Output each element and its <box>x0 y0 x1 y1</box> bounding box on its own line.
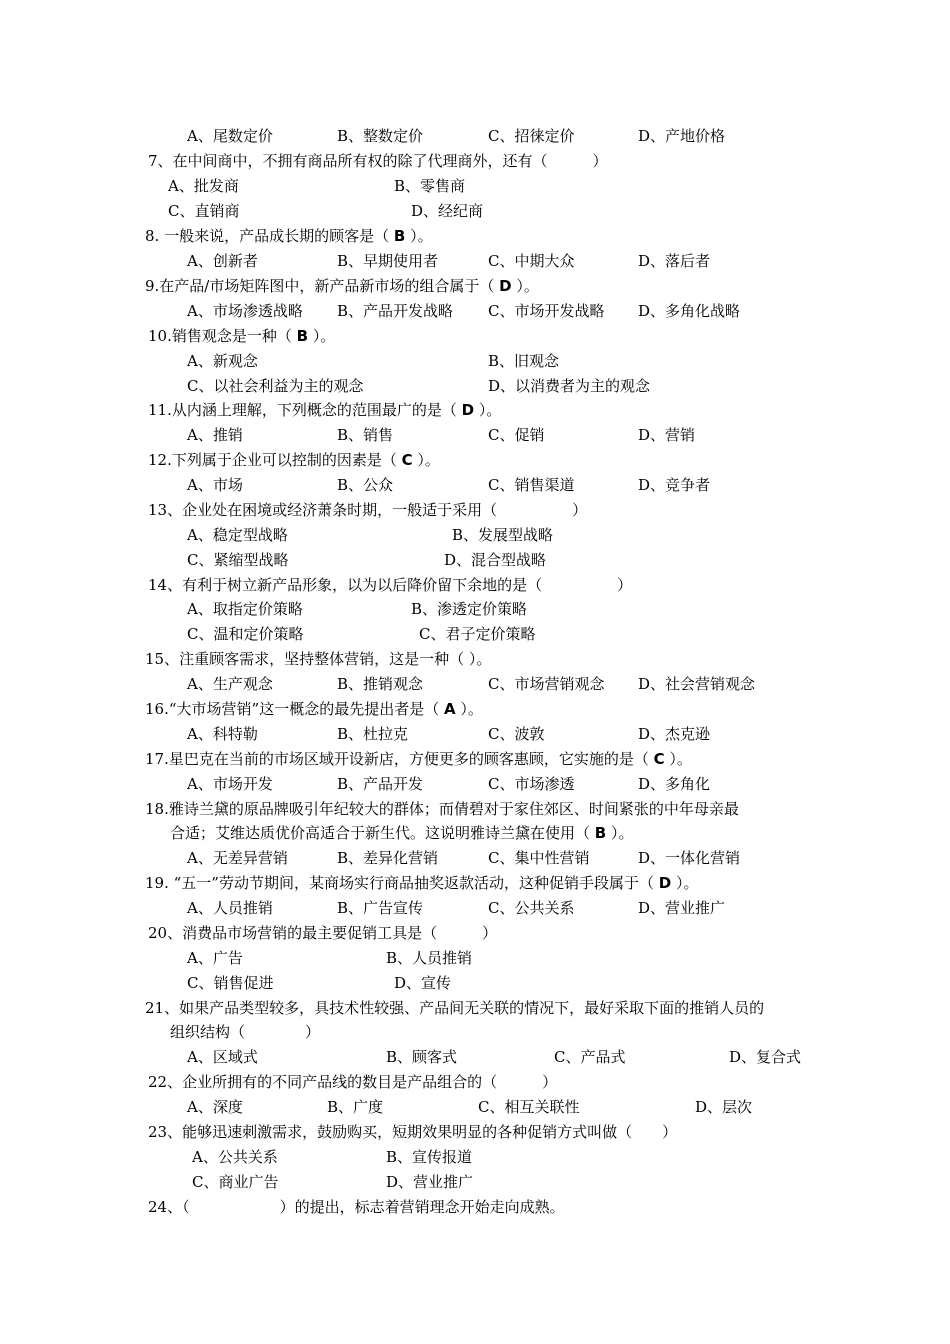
q17-answer: C <box>653 750 665 768</box>
q22-stem: 22、企业所拥有的不同产品线的数目是产品组合的（ ） <box>148 1073 558 1091</box>
q11-stem-end: ）。 <box>474 401 502 419</box>
q10-stem <box>148 324 335 349</box>
q17-stem <box>145 747 692 772</box>
q21-option-a: A、区域式 <box>187 1048 258 1066</box>
q8-stem <box>145 224 433 249</box>
q9-stem <box>145 274 539 299</box>
q11-option-d: D、营销 <box>638 426 696 444</box>
q14-option-c: C、温和定价策略 <box>187 625 304 643</box>
q18-stem-line2 <box>170 821 634 846</box>
q21-stem-line1: 21、如果产品类型较多，具技术性较强、产品间无关联的情况下，最好采取下面的推销人员的 <box>145 999 765 1017</box>
q22-option-c: C、相互关联性 <box>478 1098 580 1116</box>
q23-stem: 23、能够迅速刺激需求，鼓励购买，短期效果明显的各种促销方式叫做（ ） <box>148 1123 678 1141</box>
q15-option-d: D、社会营销观念 <box>638 675 756 693</box>
q22-option-a: A、深度 <box>187 1098 243 1116</box>
q15-option-a: A、生产观念 <box>187 675 273 693</box>
q8-option-a: A、创新者 <box>187 252 258 270</box>
q8-stem-end: ）。 <box>405 227 433 245</box>
q18-stem-line1: 18.雅诗兰黛的原品牌吸引年纪较大的群体；而倩碧对于家住郊区、时间紧张的中年母亲最 <box>145 800 739 818</box>
q21-option-c: C、产品式 <box>554 1048 626 1066</box>
q12-stem <box>148 448 440 473</box>
q19-stem-text: 19. “五一”劳动节期间，某商场实行商品抽奖返款活动，这种促销手段属于（ <box>145 874 659 892</box>
q19-option-d: D、营业推广 <box>638 899 726 917</box>
q17-option-b: B、产品开发 <box>337 775 424 793</box>
q8-option-b: B、早期使用者 <box>337 252 439 270</box>
q9-option-b: B、产品开发战略 <box>337 302 454 320</box>
q17-option-c: C、市场渗透 <box>488 775 575 793</box>
q8-option-d: D、落后者 <box>638 252 711 270</box>
q19-stem <box>145 871 698 896</box>
q18-option-a: A、无差异营销 <box>187 849 288 867</box>
q7-option-b: B、零售商 <box>394 177 466 195</box>
q8-stem-text: 8. 一般来说，产品成长期的顾客是（ <box>145 227 394 245</box>
q9-option-d: D、多角化战略 <box>638 302 741 320</box>
q22-option-d: D、层次 <box>695 1098 753 1116</box>
q9-stem-text: 9.在产品/市场矩阵图中，新产品新市场的组合属于（ <box>145 277 500 295</box>
q16-option-b: B、杜拉克 <box>337 725 409 743</box>
q13-option-c: C、紧缩型战略 <box>187 551 289 569</box>
q9-option-a: A、市场渗透战略 <box>187 302 303 320</box>
q20-stem: 20、消费品市场营销的最主要促销工具是（ ） <box>148 924 498 942</box>
q12-option-c: C、销售渠道 <box>488 476 575 494</box>
q23-option-d: D、营业推广 <box>386 1173 474 1191</box>
q10-stem-end: ）。 <box>308 327 336 345</box>
q21-stem-line2: 组织结构（ ） <box>170 1023 321 1041</box>
q11-option-b: B、销售 <box>337 426 394 444</box>
q14-option-b: B、渗透定价策略 <box>411 600 528 618</box>
q15-option-c: C、市场营销观念 <box>488 675 605 693</box>
q24-stem: 24、（ ）的提出，标志着营销理念开始走向成熟。 <box>148 1198 565 1216</box>
q11-stem-text: 11.从内涵上理解，下列概念的范围最广的是（ <box>148 401 462 419</box>
q14-option-a: A、取指定价策略 <box>187 600 303 618</box>
q6-option-b: B、整数定价 <box>337 127 424 145</box>
q17-option-d: D、多角化 <box>638 775 711 793</box>
q16-option-c: C、波敦 <box>488 725 545 743</box>
q11-option-a: A、推销 <box>187 426 243 444</box>
q12-stem-text: 12.下列属于企业可以控制的因素是（ <box>148 451 402 469</box>
q10-answer: B <box>296 327 309 345</box>
q19-stem-end: ）。 <box>671 874 699 892</box>
q19-option-a: A、人员推销 <box>187 899 273 917</box>
q13-option-b: B、发展型战略 <box>452 526 554 544</box>
q6-option-a: A、尾数定价 <box>187 127 273 145</box>
q10-stem-text: 10.销售观念是一种（ <box>148 327 297 345</box>
q11-option-c: C、促销 <box>488 426 545 444</box>
q10-option-d: D、以消费者为主的观念 <box>488 377 651 395</box>
q7-option-d: D、经纪商 <box>411 202 484 220</box>
q19-answer: D <box>658 874 672 892</box>
q12-stem-end: ）。 <box>412 451 440 469</box>
q17-stem-end: ）。 <box>664 750 692 768</box>
q18-option-c: C、集中性营销 <box>488 849 590 867</box>
q6-option-d: D、产地价格 <box>638 127 726 145</box>
q9-stem-end: ）。 <box>511 277 539 295</box>
q18-option-b: B、差异化营销 <box>337 849 439 867</box>
q19-option-b: B、广告宣传 <box>337 899 424 917</box>
q15-option-b: B、推销观念 <box>337 675 424 693</box>
q17-stem-text: 17.星巴克在当前的市场区域开设新店，方便更多的顾客惠顾，它实施的是（ <box>145 750 654 768</box>
q10-option-a: A、新观念 <box>187 352 258 370</box>
q8-answer: B <box>393 227 406 245</box>
q20-option-c: C、销售促进 <box>187 974 274 992</box>
q16-stem-end: ）。 <box>455 700 483 718</box>
q17-option-a: A、市场开发 <box>187 775 273 793</box>
q13-option-a: A、稳定型战略 <box>187 526 288 544</box>
q12-option-b: B、公众 <box>337 476 394 494</box>
q21-option-b: B、顾客式 <box>386 1048 458 1066</box>
q16-stem-text: 16.“大市场营销”这一概念的最先提出者是（ <box>145 700 444 718</box>
q12-option-d: D、竞争者 <box>638 476 711 494</box>
q18-answer: B <box>594 824 607 842</box>
q7-option-a: A、批发商 <box>168 177 239 195</box>
q13-stem: 13、企业处在困境或经济萧条时期，一般适于采用（ ） <box>148 501 588 519</box>
q14-option-d: C、君子定价策略 <box>419 625 536 643</box>
q11-answer: D <box>461 401 475 419</box>
q19-option-c: C、公共关系 <box>488 899 575 917</box>
q23-option-b: B、宣传报道 <box>386 1148 473 1166</box>
q16-stem <box>145 697 483 722</box>
q8-option-c: C、中期大众 <box>488 252 575 270</box>
q16-answer: A <box>443 700 456 718</box>
q11-stem <box>148 398 501 423</box>
q9-option-c: C、市场开发战略 <box>488 302 605 320</box>
q14-stem: 14、有利于树立新产品形象，以为以后降价留下余地的是（ ） <box>148 576 633 594</box>
q16-option-a: A、科特勒 <box>187 725 258 743</box>
q15-stem: 15、注重顾客需求，坚持整体营销，这是一种（ ）。 <box>145 650 492 668</box>
q12-option-a: A、市场 <box>187 476 243 494</box>
q18-stem-end: ）。 <box>606 824 634 842</box>
q20-option-a: A、广告 <box>187 949 243 967</box>
q21-option-d: D、复合式 <box>729 1048 802 1066</box>
q16-option-d: D、杰克逊 <box>638 725 711 743</box>
q20-option-b: B、人员推销 <box>386 949 473 967</box>
q18-stem-text: 合适；艾维达质优价高适合于新生代。这说明雅诗兰黛在使用（ <box>170 824 595 842</box>
q20-option-d: D、宣传 <box>394 974 452 992</box>
q10-option-c: C、以社会利益为主的观念 <box>187 377 364 395</box>
q23-option-c: C、商业广告 <box>192 1173 279 1191</box>
q10-option-b: B、旧观念 <box>488 352 560 370</box>
q7-option-c: C、直销商 <box>168 202 240 220</box>
q13-option-d: D、混合型战略 <box>444 551 547 569</box>
q12-answer: C <box>401 451 413 469</box>
q7-stem: 7、在中间商中，不拥有商品所有权的除了代理商外，还有（ ） <box>148 152 608 170</box>
q18-option-d: D、一体化营销 <box>638 849 741 867</box>
q23-option-a: A、公共关系 <box>192 1148 278 1166</box>
q6-option-c: C、招徕定价 <box>488 127 575 145</box>
q22-option-b: B、广度 <box>327 1098 384 1116</box>
q9-answer: D <box>499 277 512 295</box>
